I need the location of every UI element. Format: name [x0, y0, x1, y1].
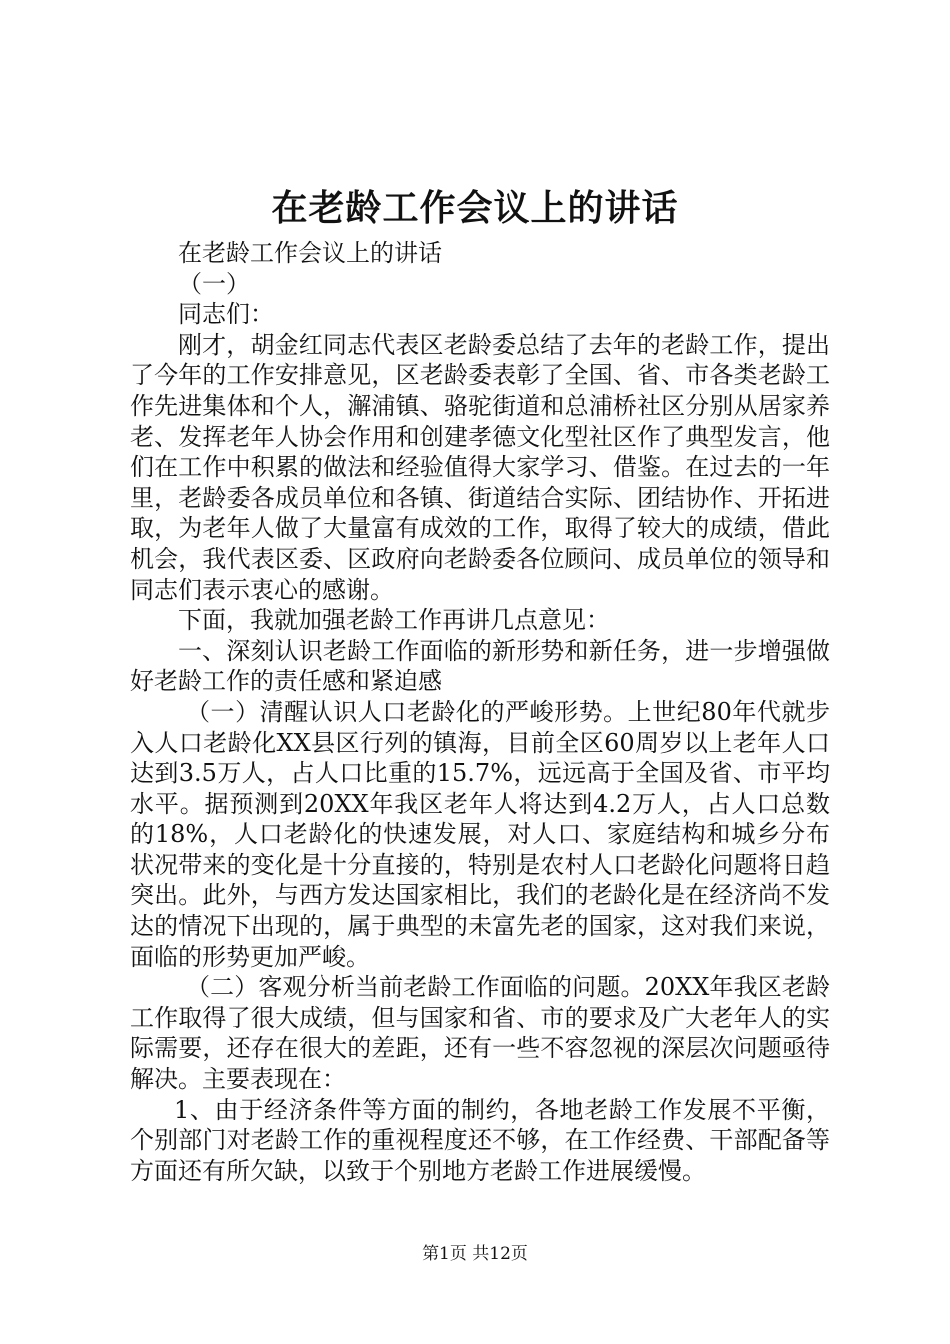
paragraph-aging-situation: （一）清醒认识人口老龄化的严峻形势。上世纪80年代就步入人口老龄化XX县区行列的镇海，目前全区60周岁以上老年人口达到3.5万人，占人口比重的15.7%，远远高于全国及省、市平均水平。据预测到20XX年我区老年人将达到4.2万人，占人口总数的18%，人口老龄化的快速发展，对人口、家庭结构和城乡分布状况带来的变化是十分直接的，特别是农村人口老龄化问题将日趋突出。此外，与西方发达国家相比，我们的老龄化是在经济尚不发达的情况下出现的，属于典型的未富先老的国家，这对我们来说，面临的形势更加严峻。 [130, 697, 830, 971]
paragraph-current-problems: （二）客观分析当前老龄工作面临的问题。20XX年我区老龄工作取得了很大成绩，但与国家和省、市的要求及广大老年人的实际需要，还存在很大的差距，还有一些不容忽视的深层次问题亟待解决。主要表现在： [130, 973, 830, 1094]
paragraph-transition: 下面，我就加强老龄工作再讲几点意见： [178, 606, 610, 635]
paragraph-salutation: 同志们： [178, 300, 274, 329]
paragraph-heading-one: 一、深刻认识老龄工作面临的新形势和新任务，进一步增强做好老龄工作的责任感和紧迫感 [130, 636, 830, 696]
paragraph-item-one: 1、由于经济条件等方面的制约，各地老龄工作发展不平衡，个别部门对老龄工作的重视程度还不够，在工作经费、干部配备等方面还有所欠缺，以致于个别地方老龄工作进展缓慢。 [130, 1095, 830, 1185]
page-footer: 第1页 共12页 [422, 1244, 528, 1264]
document-body [130, 238, 830, 1186]
paragraph-opening: 刚才，胡金红同志代表区老龄委总结了去年的老龄工作，提出了今年的工作安排意见，区老龄委表彰了全国、省、市各类老龄工作先进集体和个人，澥浦镇、骆驼街道和总浦桥社区分别从居家养老、发挥老年人协会作用和创建孝德文化型社区作了典型发言，他们在工作中积累的做法和经验值得大家学习、借鉴。在过去的一年里，老龄委各成员单位和各镇、街道结合实际、团结协作、开拓进取，为老年人做了大量富有成效的工作，取得了较大的成绩，借此机会，我代表区委、区政府向老龄委各位顾问、成员单位的领导和同志们表示衷心的感谢。 [130, 330, 830, 604]
document-title: 在老龄工作会议上的讲话 [271, 187, 679, 229]
paragraph-section-number: （一） [178, 269, 250, 298]
paragraph-subtitle: 在老龄工作会议上的讲话 [178, 239, 442, 267]
